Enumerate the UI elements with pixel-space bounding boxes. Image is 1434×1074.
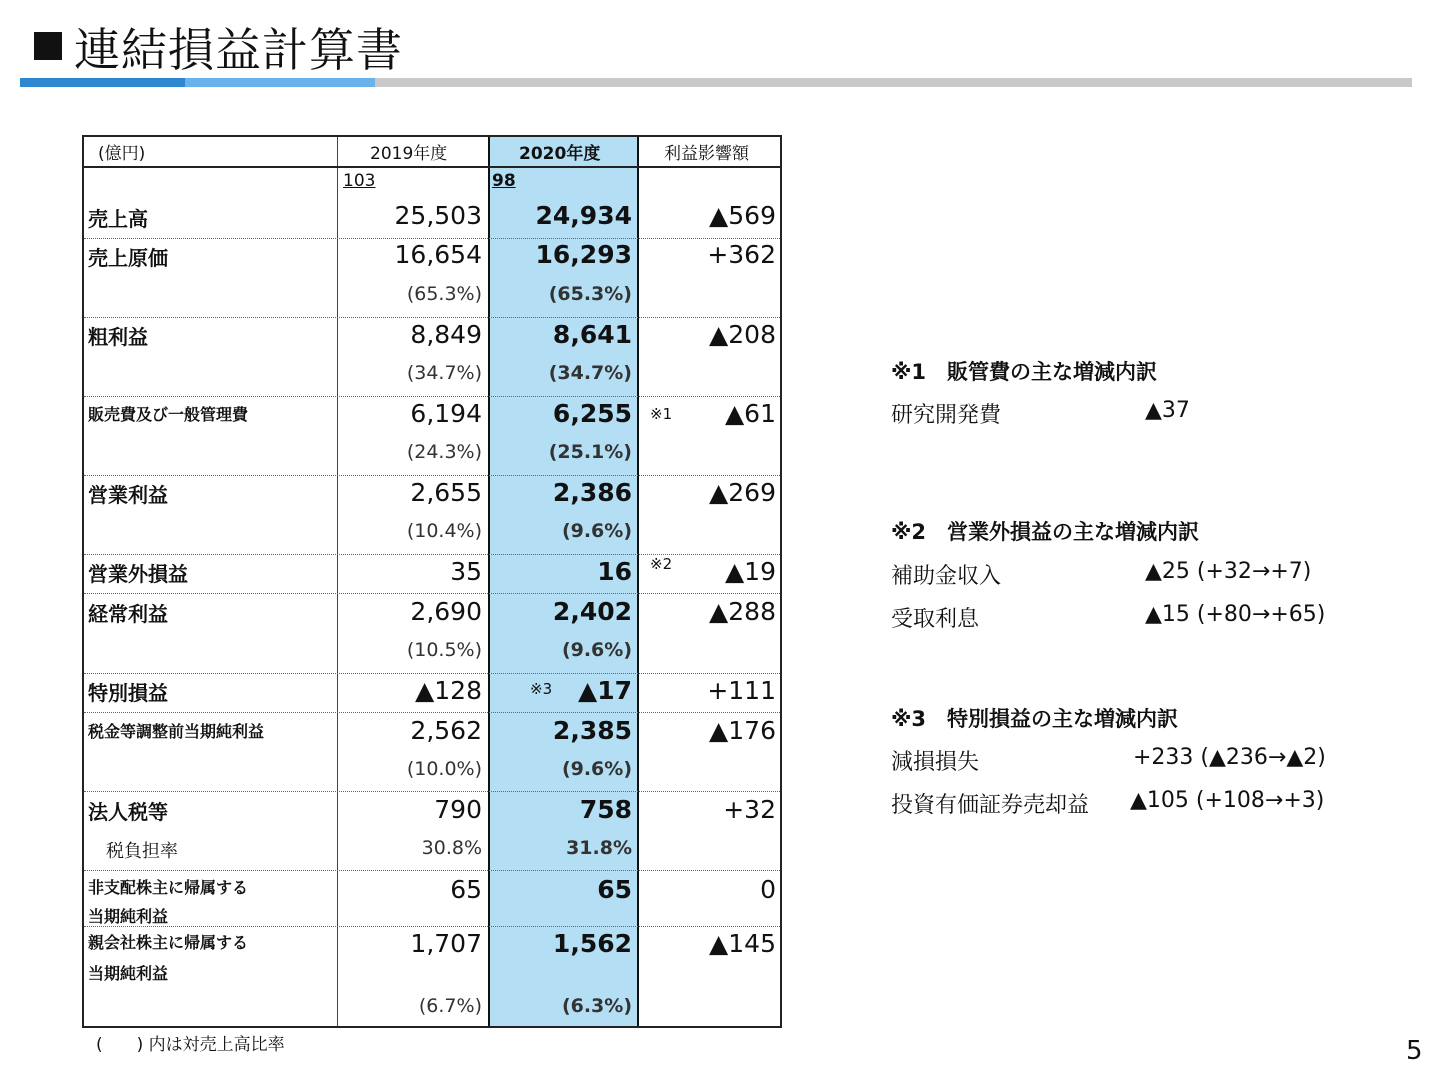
header-fy2019: 2019年度 (370, 144, 448, 164)
stray-mark: 103 (343, 171, 376, 191)
row-divider (84, 396, 780, 397)
value-2019: 35 (450, 557, 482, 586)
note-item-value: +233 (▲236→▲2) (1133, 745, 1326, 770)
header-divider (84, 166, 780, 168)
row-label: 経常利益 (88, 602, 168, 626)
row-label: 非支配株主に帰属する (88, 878, 249, 897)
ratio-2019: 30.8% (421, 837, 482, 859)
note-item-name: 受取利息 (891, 607, 980, 632)
impact-value: +362 (707, 240, 776, 269)
value-2019: 2,562 (410, 716, 482, 745)
note-item-name: 投資有価証券売却益 (891, 793, 1090, 818)
impact-value: ▲19 (724, 557, 776, 586)
value-2019: 16,654 (394, 240, 482, 269)
row-label: 売上高 (88, 207, 148, 231)
ratio-2020: (34.7%) (548, 362, 632, 384)
value-2019: 2,690 (410, 597, 482, 626)
value-2020: 16 (597, 557, 632, 586)
row-label: 売上原価 (88, 246, 168, 270)
row-divider (84, 317, 780, 318)
value-2019: 2,655 (410, 478, 482, 507)
impact-value: ▲288 (709, 597, 776, 626)
column-divider (637, 137, 639, 1026)
income-statement-table (82, 135, 782, 1028)
value-2020: 2,402 (552, 597, 632, 626)
row-label-line2: 当期純利益 (88, 964, 169, 983)
ratio-2019: (65.3%) (406, 283, 482, 305)
row-label: 営業外損益 (88, 562, 188, 586)
impact-value: ▲176 (709, 716, 776, 745)
ratio-2020: (6.3%) (561, 995, 632, 1017)
row-divider (84, 238, 780, 239)
value-2020: 6,255 (552, 399, 632, 428)
note-heading-2: ※2 営業外損益の主な増減内訳 (891, 520, 1200, 544)
row-divider (84, 870, 780, 871)
note-heading-3: ※3 特別損益の主な増減内訳 (891, 707, 1179, 731)
stray-mark: 98 (492, 171, 516, 191)
title-divider (20, 78, 1412, 87)
row-divider (84, 673, 780, 674)
ratio-2019: (10.4%) (406, 520, 482, 542)
note-item-name: 研究開発費 (891, 403, 1002, 428)
page-title (34, 14, 403, 80)
ratio-2020: (9.6%) (561, 758, 632, 780)
value-2020: 8,641 (552, 320, 632, 349)
impact-value: ▲61 (724, 399, 776, 428)
impact-value: +111 (707, 676, 776, 705)
note-item-value: ▲25 (+32→+7) (1145, 559, 1312, 584)
ratio-2020: 31.8% (566, 837, 632, 859)
value-2020: 1,562 (552, 929, 632, 958)
value-2020: 16,293 (535, 240, 632, 269)
ratio-2020: (25.1%) (548, 441, 632, 463)
ratio-2020: (65.3%) (548, 283, 632, 305)
ratio-2020: (9.6%) (561, 520, 632, 542)
square-bullet-icon (34, 32, 62, 60)
row-divider (84, 926, 780, 927)
value-2019: 1,707 (410, 929, 482, 958)
row-label: 営業利益 (88, 483, 168, 507)
row-divider (84, 791, 780, 792)
impact-value: ▲269 (709, 478, 776, 507)
note-ref-3: ※3 (530, 680, 553, 698)
column-divider (337, 137, 338, 1026)
ratio-2020: (9.6%) (561, 639, 632, 661)
value-2020: 24,934 (535, 201, 632, 230)
page-title-text: 連結損益計算書 (74, 23, 403, 77)
value-2019: 790 (434, 795, 482, 824)
header-impact: 利益影響額 (664, 144, 749, 164)
value-2019: 25,503 (394, 201, 482, 230)
value-2019: 8,849 (410, 320, 482, 349)
value-2020: ▲17 (577, 676, 632, 705)
note-ref-1: ※1 (650, 405, 673, 423)
header-fy2020: 2020年度 (519, 144, 601, 164)
impact-value: +32 (723, 795, 776, 824)
row-label: 法人税等 (88, 800, 168, 824)
note-item-name: 補助金収入 (891, 564, 1002, 589)
value-2020: 2,386 (552, 478, 632, 507)
impact-value: ▲145 (709, 929, 776, 958)
row-label: 税金等調整前当期純利益 (88, 722, 265, 741)
value-2019: 65 (450, 875, 482, 904)
ratio-2019: (10.0%) (406, 758, 482, 780)
row-label: 親会社株主に帰属する (88, 933, 249, 952)
row-divider (84, 554, 780, 555)
header-unit: (億円) (98, 144, 146, 164)
row-label: 特別損益 (88, 681, 168, 705)
ratio-2019: (24.3%) (406, 441, 482, 463)
row-divider (84, 593, 780, 594)
impact-value: ▲569 (709, 201, 776, 230)
ratio-2019: (6.7%) (418, 995, 482, 1017)
row-divider (84, 712, 780, 713)
impact-value: 0 (760, 875, 776, 904)
ratio-2019: (34.7%) (406, 362, 482, 384)
row-label: 販売費及び一般管理費 (88, 405, 249, 424)
note-item-value: ▲105 (+108→+3) (1130, 788, 1325, 813)
value-2020: 2,385 (552, 716, 632, 745)
note-item-name: 減損損失 (891, 750, 980, 775)
row-label-line2: 当期純利益 (88, 907, 169, 926)
page-number: 5 (1406, 1036, 1423, 1066)
ratio-2019: (10.5%) (406, 639, 482, 661)
note-ref-2: ※2 (650, 555, 673, 573)
impact-value: ▲208 (709, 320, 776, 349)
row-label: 粗利益 (88, 325, 148, 349)
value-2019: ▲128 (415, 676, 482, 705)
table-footnote: ( ) 内は対売上高比率 (96, 1035, 285, 1055)
row-divider (84, 475, 780, 476)
value-2019: 6,194 (410, 399, 482, 428)
note-item-value: ▲15 (+80→+65) (1145, 602, 1326, 627)
sub-label: 税負担率 (106, 841, 178, 862)
note-heading-1: ※1 販管費の主な増減内訳 (891, 360, 1158, 384)
value-2020: 65 (597, 875, 632, 904)
value-2020: 758 (579, 795, 632, 824)
note-item-value: ▲37 (1145, 398, 1190, 423)
